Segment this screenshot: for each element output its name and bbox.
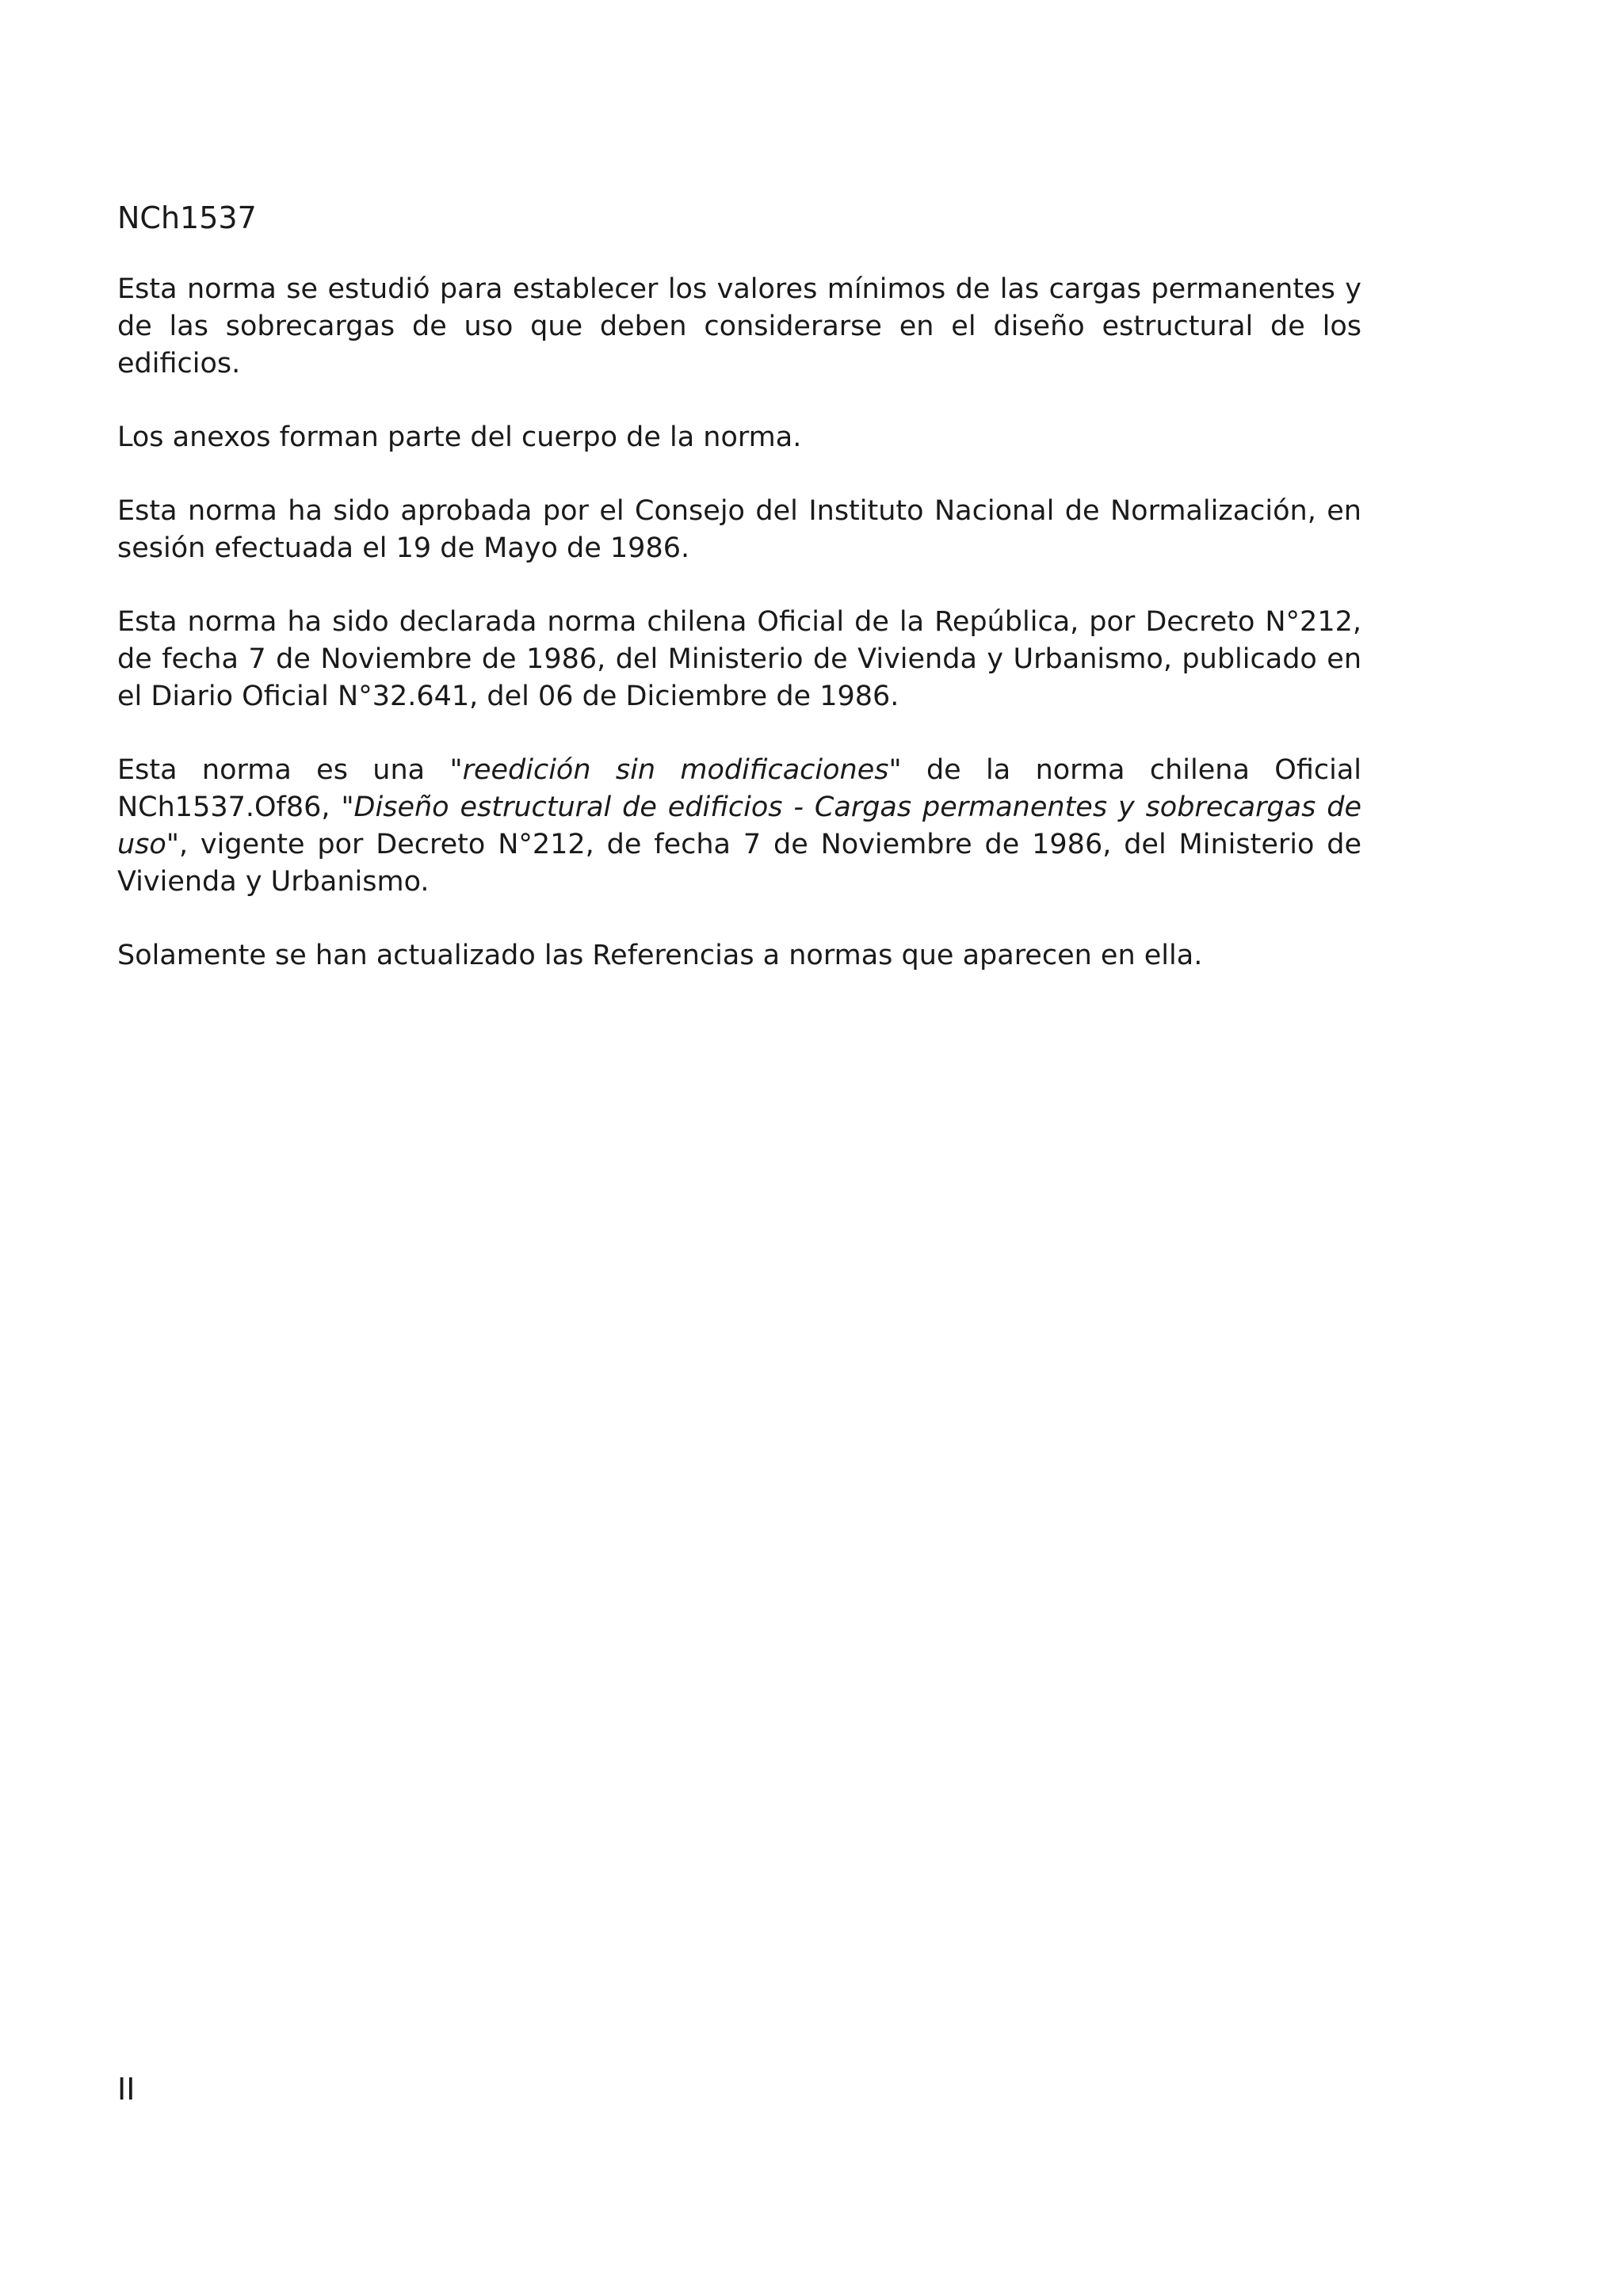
paragraph-purpose: Esta norma se estudió para establecer los valores mínimos de las cargas permanentes y de las sobrecargas de uso que deben considerarse en el diseño estructural de los edificios. xyxy=(117,273,1361,379)
paragraph-references-update: Solamente se han actualizado las Referencias a normas que aparecen en ella. xyxy=(117,940,1203,971)
reedition-italic-1: "reedición sin modificaciones" xyxy=(449,754,902,786)
document-body xyxy=(117,271,1361,1011)
paragraph-annexes: Los anexos forman parte del cuerpo de la norma. xyxy=(117,421,802,453)
reedition-text-3: , vigente por Decreto N°212, de fecha 7 de Noviembre de 1986, del Ministerio de Vivienda y Urbanismo. xyxy=(117,829,1361,898)
document-code: NCh1537 xyxy=(117,200,257,235)
paragraph-reedition xyxy=(117,752,1361,901)
reedition-text-1: Esta norma es una xyxy=(117,754,450,786)
paragraph-official-decree: Esta norma ha sido declarada norma chilena Oficial de la República, por Decreto N°212, de fecha 7 de Noviembre de 1986, del Ministerio de Vivienda y Urbanismo, publicado en el Diario Oficial N°32.641, del 06 de Diciembre de 1986. xyxy=(117,606,1361,712)
reedition-italic-title: "Diseño estructural de edificios - Cargas permanentes y sobrecargas de uso" xyxy=(117,791,1361,860)
reedition-text-2: de la norma chilena Oficial NCh1537.Of86, xyxy=(117,754,1361,823)
paragraph-approval: Esta norma ha sido aprobada por el Consejo del Instituto Nacional de Normalización, en sesión efectuada el 19 de Mayo de 1986. xyxy=(117,495,1361,564)
page-number: II xyxy=(117,2072,136,2107)
